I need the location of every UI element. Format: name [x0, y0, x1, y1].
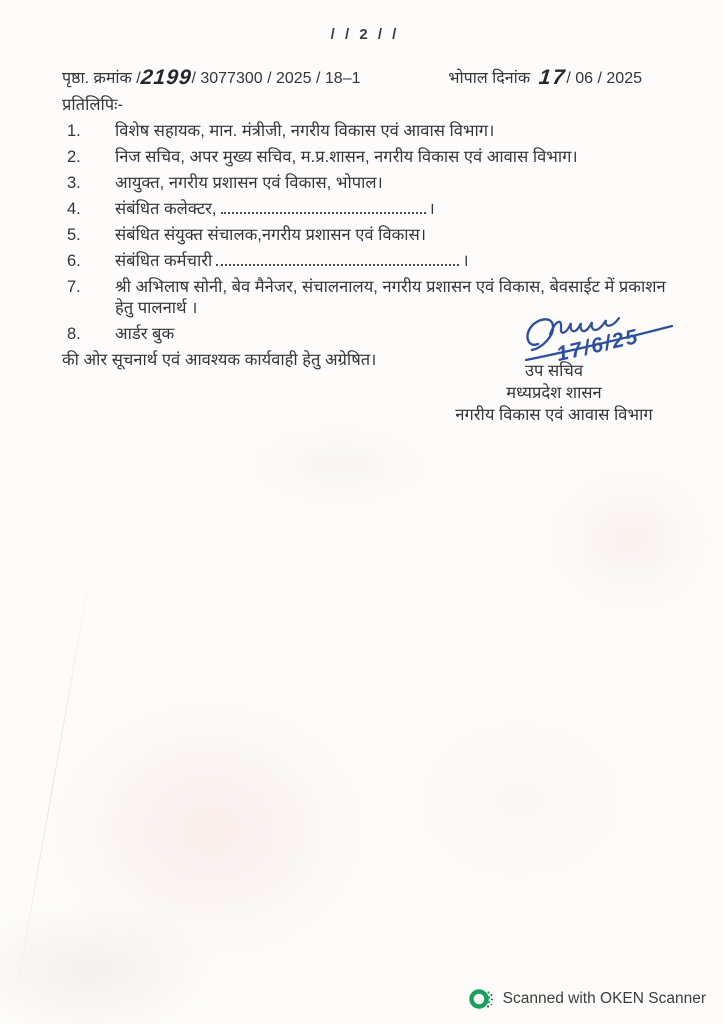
copy-list-item	[62, 251, 668, 272]
place-date-line	[448, 65, 642, 89]
reference-number-line	[62, 65, 361, 89]
copy-list-item	[62, 173, 668, 194]
item-text: निज सचिव, अपर मुख्य सचिव, म.प्र.शासन, नगरीय विकास एवं आवास विभाग।	[115, 148, 578, 166]
handwritten-day: 17	[537, 66, 568, 89]
item-text: आयुक्त, नगरीय प्रशासन एवं विकास, भोपाल।	[115, 174, 383, 192]
item-number: 8.	[67, 325, 81, 343]
handwritten-ref-number: 2199	[139, 66, 193, 89]
item-text: श्री अभिलाष सोनी, बेव मैनेजर, संचालनालय, नगरीय प्रशासन एवं विकास, बेवसाईट में प्रकाशन हेतु पालनार्थ ।	[115, 278, 666, 317]
item-number: 1.	[67, 122, 81, 140]
reference-row	[62, 65, 668, 89]
copy-list-item	[62, 147, 668, 168]
item-text: संबंधित कर्मचारी ।	[115, 252, 469, 270]
oken-scanner-logo-icon	[468, 986, 494, 1012]
scan-artifact	[240, 420, 440, 510]
scanner-watermark	[468, 986, 706, 1012]
signatory-org: मध्यप्रदेश शासन	[506, 384, 602, 402]
copy-to-heading: प्रतिलिपिः-	[62, 96, 124, 114]
item-text: विशेष सहायक, मान. मंत्रीजी, नगरीय विकास एवं आवास विभाग।	[115, 122, 495, 140]
copy-list-item	[62, 199, 668, 220]
dotted-fill-line	[221, 200, 426, 214]
handwritten-signature-date: 17/6/25	[554, 324, 642, 367]
paper-crease	[9, 540, 97, 1024]
signature-block	[428, 360, 680, 426]
item-number: 6.	[67, 252, 81, 270]
item-number: 7.	[67, 278, 81, 296]
scanner-watermark-text: Scanned with OKEN Scanner	[502, 990, 706, 1007]
copy-list-item	[62, 225, 668, 246]
date-rest: / 06 / 2025	[566, 70, 642, 87]
signatory-dept: नगरीय विकास एवं आवास विभाग	[455, 406, 653, 424]
scan-artifact	[40, 690, 380, 970]
scan-artifact	[390, 700, 650, 900]
item-number: 3.	[67, 174, 81, 192]
scan-artifact	[540, 460, 720, 620]
item-number: 5.	[67, 226, 81, 244]
item-number: 2.	[67, 148, 81, 166]
ref-suffix: / 3077300 / 2025 / 18–1	[191, 70, 361, 87]
signatory-title: उप सचिव	[524, 362, 584, 380]
page-number: / / 2 / /	[330, 26, 400, 43]
scan-artifact	[0, 900, 220, 1024]
place-date-label: भोपाल दिनांक	[448, 70, 531, 87]
ref-prefix: पृष्ठा. क्रमांक /	[62, 70, 141, 87]
copy-list-item	[62, 121, 668, 142]
item-text: आर्डर बुक	[115, 325, 175, 343]
dotted-fill-line	[216, 252, 459, 266]
forwarding-note: की ओर सूचनार्थ एवं आवश्यक कार्यवाही हेतु अग्रेषित।	[62, 351, 377, 369]
item-text: संबंधित कलेक्टर, ।	[115, 200, 435, 218]
item-text: संबंधित संयुक्त संचालक,नगरीय प्रशासन एवं विकास।	[115, 226, 426, 244]
item-number: 4.	[67, 200, 81, 218]
